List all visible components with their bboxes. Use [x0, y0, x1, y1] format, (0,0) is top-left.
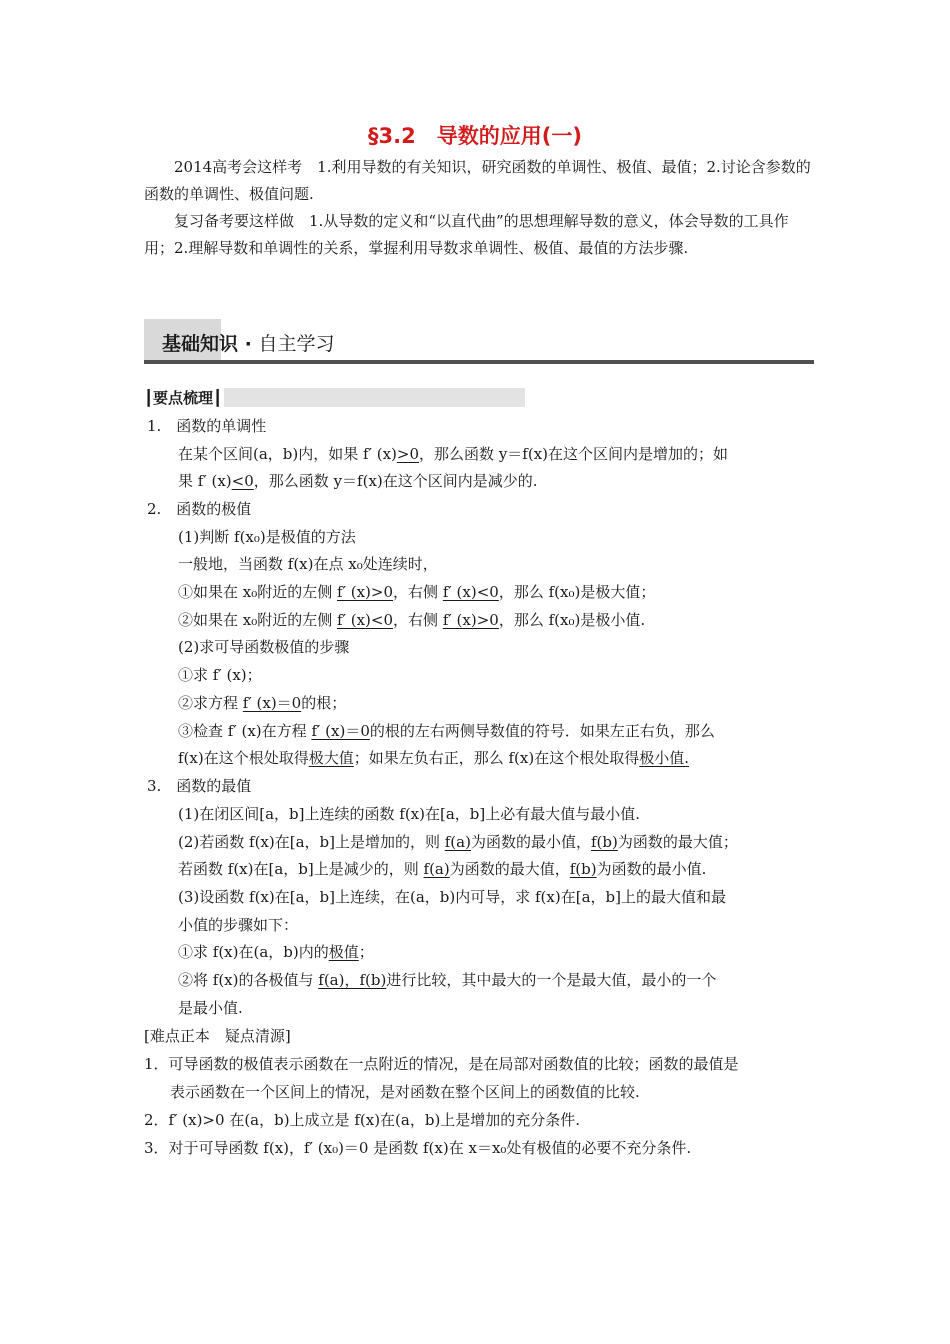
- answer-blank: f′ (x)<0: [337, 611, 394, 629]
- text-line-s2i: [178, 747, 689, 769]
- line-text: ①求 f′ (x)；: [178, 666, 262, 684]
- line-text: ，那么 f(x₀)是极大值；: [498, 583, 656, 601]
- text-line-s3a: [178, 803, 640, 825]
- line-text: ，右侧: [393, 611, 443, 629]
- text-line-d1: [144, 1053, 739, 1075]
- page-title: §3.2 导数的应用(一): [368, 124, 582, 148]
- text-line-s3f: [178, 941, 374, 963]
- line-text: ；: [358, 943, 374, 961]
- line-text: 为函数的最小值，: [470, 833, 591, 851]
- answer-blank: >0: [396, 445, 420, 463]
- answer-blank: f′ (x)＝0: [311, 722, 370, 740]
- text-line-s3c: [178, 858, 706, 880]
- line-text: ②将 f(x)的各极值与: [178, 971, 319, 989]
- answer-blank: f(a): [444, 833, 471, 851]
- line-text: f(x)在这个根处取得: [178, 749, 309, 767]
- line-text: (1)判断 f(x₀)是极值的方法: [178, 528, 356, 546]
- section-banner: [162, 331, 334, 357]
- line-text: 2．f′ (x)>0 在(a，b)上成立是 f(x)在(a，b)上是增加的充分条件.: [144, 1111, 581, 1129]
- text-line-d1b: [170, 1081, 640, 1103]
- answer-blank: f′ (x)>0: [442, 611, 499, 629]
- line-text: (3)设函数 f(x)在[a，b]上连续，在(a，b)内可导，求 f(x)在[a，b]上的最大值和最: [178, 888, 726, 906]
- line-text: ，那么函数 y＝f(x)在这个区间内是增加的；如: [419, 445, 729, 463]
- line-text: [难点正本 疑点清源]: [144, 1027, 291, 1045]
- text-line-s2e: [178, 636, 349, 658]
- text-line-s2a: [178, 526, 356, 548]
- text-line-d0: [144, 1025, 291, 1047]
- line-text: 一般地，当函数 f(x)在点 x₀处连续时，: [178, 555, 438, 573]
- text-line-s2d: [178, 609, 645, 631]
- line-text: 小值的步骤如下：: [178, 916, 299, 934]
- line-text: 1．可导函数的极值表示函数在一点附近的情况，是在局部对函数值的比较；函数的最值是: [144, 1055, 739, 1073]
- text-line-s2f: [178, 664, 262, 686]
- section-banner-separator: ·: [238, 333, 259, 355]
- line-text: 表示函数在一个区间上的情况，是对函数在整个区间上的函数值的比较.: [170, 1083, 640, 1101]
- line-text: 若函数 f(x)在[a，b]上是减少的，则: [178, 860, 424, 878]
- section-divider: [144, 360, 814, 364]
- text-line-s3g: [178, 969, 716, 991]
- line-text: ，那么 f(x₀)是极小值.: [498, 611, 646, 629]
- key-points-label: ┃要点梳理┃: [144, 389, 223, 407]
- intro-exam-focus: 2014高考会这样考 1.利用导数的有关知识，研究函数的单调性、极值、最值；2.讨论含参数的函数的单调性、极值问题.: [144, 158, 811, 203]
- text-line-s1a: [178, 443, 728, 465]
- line-text: 3. 函数的最值: [147, 777, 252, 795]
- answer-blank: 极值: [328, 943, 359, 961]
- answer-blank: 极小值.: [639, 749, 690, 767]
- line-text: 为函数的最小值.: [596, 860, 707, 878]
- answer-blank: f′ (x)<0: [442, 583, 499, 601]
- answer-blank: f′ (x)>0: [337, 583, 394, 601]
- text-line-s2g: [178, 692, 346, 714]
- line-text: (2)若函数 f(x)在[a，b]上是增加的，则: [178, 833, 445, 851]
- line-text: ，右侧: [393, 583, 443, 601]
- line-text: 果 f′ (x): [178, 472, 232, 490]
- line-text: 1. 函数的单调性: [147, 417, 267, 435]
- answer-blank: f(a)，f(b): [318, 971, 387, 989]
- line-text: ③检查 f′ (x)在方程: [178, 722, 312, 740]
- text-line-d3: [144, 1137, 691, 1159]
- line-text: ①如果在 x₀附近的左侧: [178, 583, 338, 601]
- line-text: ②求方程: [178, 694, 243, 712]
- line-text: 的根的左右两侧导数值的符号．如果左正右负，那么: [369, 722, 715, 740]
- line-text: 的根；: [301, 694, 347, 712]
- answer-blank: f(b): [569, 860, 597, 878]
- answer-blank: f′ (x)＝0: [242, 694, 302, 712]
- text-line-s3h: [178, 997, 243, 1019]
- text-line-s3b: [178, 831, 738, 853]
- text-line-d2: [144, 1109, 580, 1131]
- line-text: ；如果左负右正，那么 f(x)在这个根处取得: [353, 749, 640, 767]
- line-text: 3．对于可导函数 f(x)，f′ (x₀)＝0 是函数 f(x)在 x＝x₀处有极值的必要不充分条件.: [144, 1139, 692, 1157]
- line-text: 为函数的最大值，: [449, 860, 570, 878]
- section-banner-subtitle: 自主学习: [258, 333, 335, 355]
- line-text: (1)在闭区间[a，b]上连续的函数 f(x)在[a，b]上必有最大值与最小值.: [178, 805, 640, 823]
- answer-blank: f(a): [423, 860, 450, 878]
- text-line-s1b: [178, 470, 538, 492]
- text-line-s1: [147, 415, 266, 437]
- text-line-s3e: [178, 914, 298, 936]
- answer-blank: 极大值: [308, 749, 354, 767]
- line-text: 2. 函数的极值: [147, 500, 252, 518]
- text-line-s2c: [178, 581, 655, 603]
- intro-block: [144, 154, 814, 262]
- answer-blank: f(b): [590, 833, 618, 851]
- text-line-s3d: [178, 886, 726, 908]
- line-text: 为函数的最大值；: [617, 833, 738, 851]
- answer-blank: <0: [231, 472, 254, 490]
- line-text: ，那么函数 y＝f(x)在这个区间内是减少的.: [253, 472, 538, 490]
- text-line-s3: [147, 775, 251, 797]
- line-text: ①求 f(x)在(a，b)内的: [178, 943, 329, 961]
- text-line-s2: [147, 498, 251, 520]
- section-banner-title: 基础知识: [162, 333, 239, 355]
- intro-review-tips: 复习备考要这样做 1.从导数的定义和“以直代曲”的思想理解导数的意义，体会导数的工具作用；2.理解导数和单调性的关系，掌握利用导数求单调性、极值、最值的方法步骤.: [144, 212, 789, 257]
- line-text: 进行比较，其中最大的一个是最大值，最小的一个: [386, 971, 717, 989]
- line-text: 是最小值.: [178, 999, 243, 1017]
- line-text: 在某个区间(a，b)内，如果 f′ (x): [178, 445, 397, 463]
- line-text: (2)求可导函数极值的步骤: [178, 638, 350, 656]
- line-text: ②如果在 x₀附近的左侧: [178, 611, 338, 629]
- text-line-s2h: [178, 720, 715, 742]
- text-line-s2b: [178, 553, 438, 575]
